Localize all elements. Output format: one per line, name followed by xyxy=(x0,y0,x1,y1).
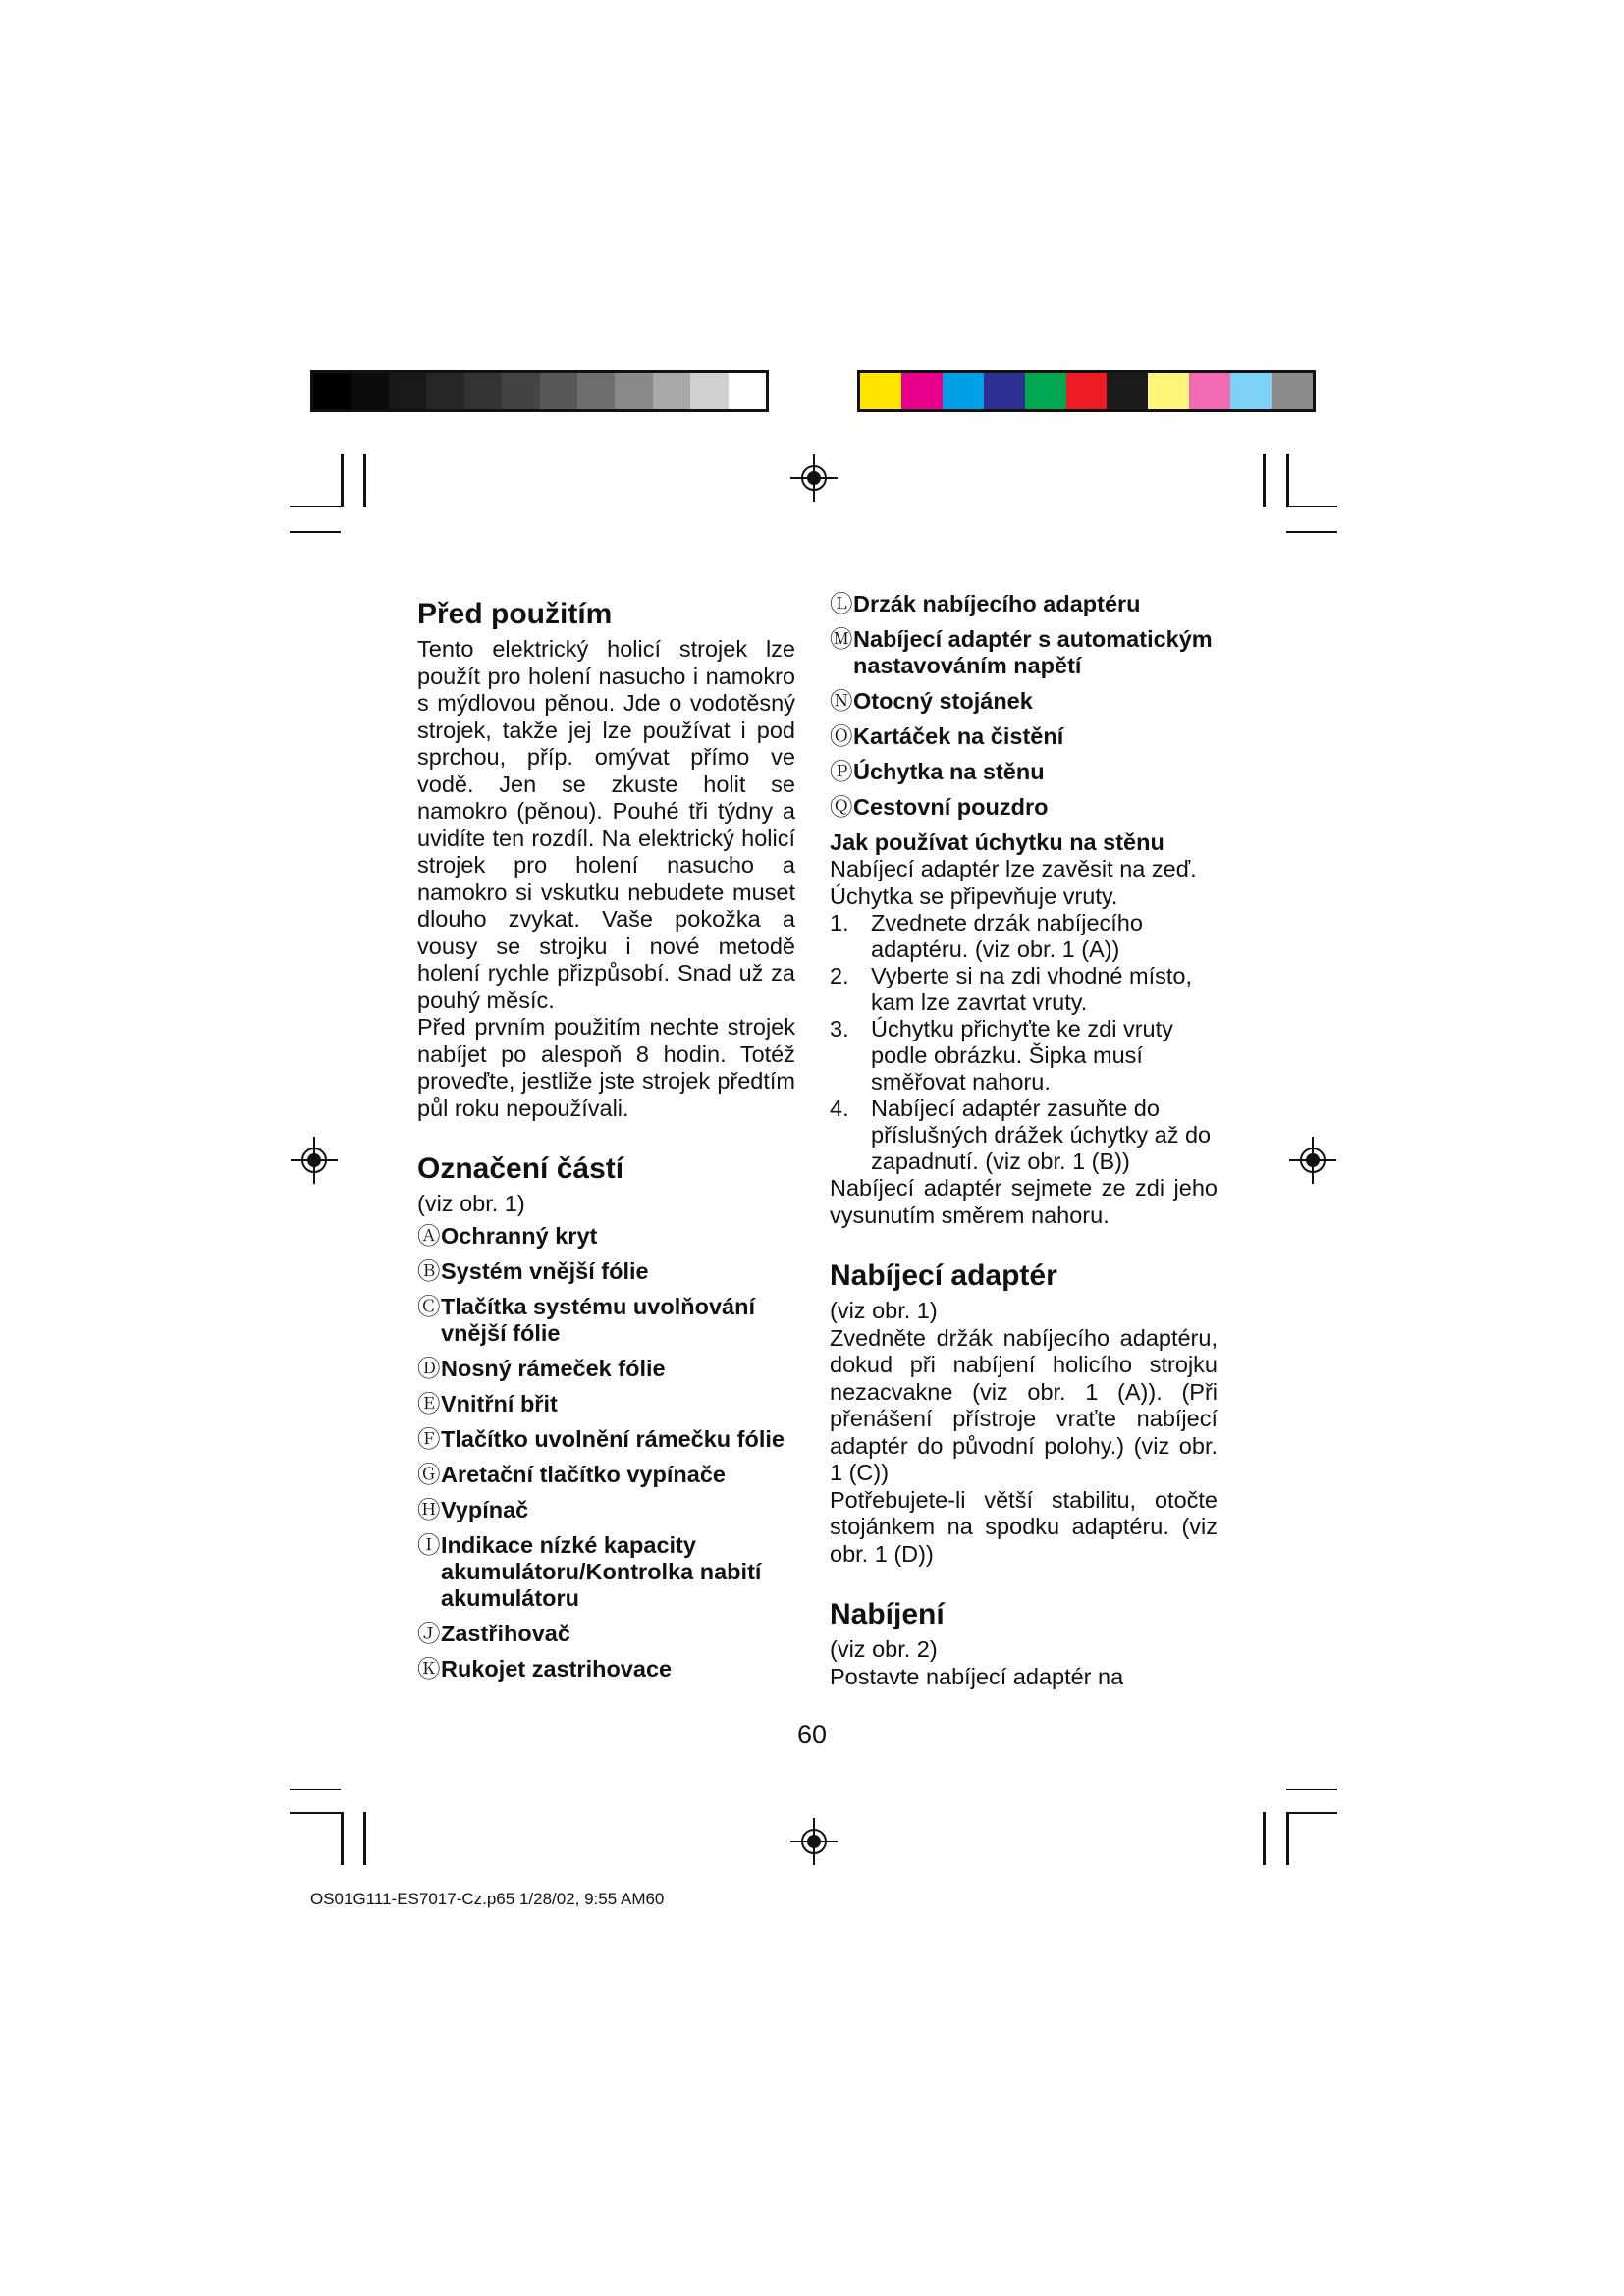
color-swatch xyxy=(1148,373,1189,409)
color-swatch xyxy=(943,373,984,409)
item-label: Vypínač xyxy=(441,1496,529,1522)
item-label: Úchytka na stěnu xyxy=(853,759,1045,784)
color-swatch xyxy=(313,373,351,409)
color-swatch xyxy=(1066,373,1108,409)
item-label: Tlačítka systému uvolňování vnější fólie xyxy=(441,1293,755,1346)
right-column xyxy=(830,591,1218,1690)
registration-mark-icon xyxy=(291,1137,338,1184)
item-label: Indikace nízké kapacity akumulátoru/Kontrolka nabití akumulátoru xyxy=(441,1531,762,1611)
item-marker: Ⓒ xyxy=(417,1293,441,1319)
item-label: Ochranný kryt xyxy=(441,1222,598,1249)
step-number: 2. xyxy=(830,963,849,988)
crop-mark xyxy=(290,506,341,507)
list-item xyxy=(830,794,1218,821)
color-swatch xyxy=(1272,373,1313,409)
color-swatch xyxy=(729,373,766,409)
list-item xyxy=(830,591,1218,617)
crop-mark xyxy=(1286,1789,1337,1790)
list-item xyxy=(830,759,1218,785)
list-item xyxy=(417,1462,795,1488)
item-marker: Ⓘ xyxy=(417,1531,441,1558)
step-text: Úchytku přichyťte ke zdi vruty podle obrázku. Šipka musí směřovat nahoru. xyxy=(871,1016,1173,1095)
section-title: Nabíjecí adaptér xyxy=(830,1259,1057,1292)
item-label: Tlačítko uvolnění rámečku fólie xyxy=(441,1425,785,1452)
list-item xyxy=(417,1656,795,1682)
item-label: Cestovní pouzdro xyxy=(853,794,1049,820)
subsection-title: Jak používat úchytku na stěnu xyxy=(830,829,1164,855)
color-swatch xyxy=(615,373,652,409)
figure-reference: (viz obr. 1) xyxy=(830,1298,938,1323)
step-text: Vyberte si na zdi vhodné místo, kam lze zavrtat vruty. xyxy=(871,963,1192,1015)
color-swatch xyxy=(1025,373,1066,409)
crop-mark xyxy=(1263,1812,1266,1865)
crop-mark xyxy=(363,1812,366,1865)
item-marker: Ⓓ xyxy=(417,1355,441,1381)
crop-mark xyxy=(1286,531,1337,533)
paragraph: Nabíjecí adaptér sejmete ze zdi jeho vysunutím směrem nahoru. xyxy=(830,1175,1218,1228)
paragraph: Zvedněte držák nabíjecího adaptéru, dokud při nabíjení holicího strojku nezacvakne (viz obr. 1 (A)). (Při přenášení přístroje vraťte nabíjecí adaptér do původní polohy.) (viz obr. 1 (C)) xyxy=(830,1324,1218,1485)
list-item xyxy=(417,1426,795,1453)
crop-mark xyxy=(1286,1812,1337,1814)
color-swatch xyxy=(464,373,502,409)
color-swatch xyxy=(653,373,690,409)
paragraph: Tento elektrický holicí strojek lze použít pro holení nasucho i namokro s mýdlovou pěnou. Jde o vodotěsný strojek, takže jej lze používat i pod sprchou, příp. omývat přímo ve vodě. Jen se zkuste holit se namokro (pěnou). Pouhé tři týdny a uvidíte ten rozdíl. Na elektrický holicí strojek pro holení nasucho a namokro si vskutku nebudete muset dlouho zvykat. Vaše pokožka a vousy se strojku i nové metodě holení rychle přizpůsobí. Snad už za pouhý měsíc. xyxy=(417,636,795,1013)
crop-mark xyxy=(290,531,341,533)
color-swatch xyxy=(1189,373,1230,409)
item-marker: Ⓗ xyxy=(417,1496,441,1522)
item-marker: Ⓜ xyxy=(830,626,853,652)
color-swatch xyxy=(389,373,426,409)
list-item xyxy=(417,1497,795,1523)
item-marker: Ⓞ xyxy=(830,723,853,749)
item-marker: Ⓙ xyxy=(417,1620,441,1646)
list-item xyxy=(417,1532,795,1612)
item-label: Drzák nabíjecího adaptéru xyxy=(853,591,1141,616)
item-label: Aretační tlačítko vypínače xyxy=(441,1461,726,1487)
item-label: Nosný rámeček fólie xyxy=(441,1355,666,1381)
item-marker: Ⓑ xyxy=(417,1257,441,1284)
item-label: Nabíjecí adaptér s automatickým nastavováním napětí xyxy=(853,626,1213,678)
color-calibration-bar xyxy=(857,370,1316,412)
figure-reference: (viz obr. 1) xyxy=(417,1191,525,1216)
list-item xyxy=(830,688,1218,715)
step-list xyxy=(830,910,1218,1175)
crop-mark xyxy=(290,1812,341,1814)
parts-list xyxy=(417,1223,795,1682)
step-item xyxy=(830,1095,1218,1175)
registration-mark-icon xyxy=(790,1818,838,1865)
registration-mark-icon xyxy=(1289,1137,1336,1184)
color-swatch xyxy=(1230,373,1272,409)
list-item xyxy=(417,1294,795,1347)
item-label: Otocný stojánek xyxy=(853,688,1033,714)
grayscale-calibration-bar xyxy=(310,370,769,412)
list-item xyxy=(830,723,1218,750)
step-number: 1. xyxy=(830,910,849,935)
list-item xyxy=(417,1258,795,1285)
step-text: Nabíjecí adaptér zasuňte do příslušných drážek úchytky až do zapadnutí. (viz obr. 1 (B)) xyxy=(871,1095,1212,1174)
color-swatch xyxy=(984,373,1025,409)
paragraph: Nabíjecí adaptér lze zavěsit na zeď. Úchytka se připevňuje vruty. xyxy=(830,856,1197,909)
section-title: Označení částí xyxy=(417,1152,624,1185)
list-item xyxy=(417,1391,795,1417)
paragraph: Postavte nabíjecí adaptér na xyxy=(830,1663,1124,1689)
item-marker: Ⓕ xyxy=(417,1425,441,1452)
item-label: Kartáček na čistění xyxy=(853,723,1064,749)
item-marker: Ⓐ xyxy=(417,1222,441,1249)
color-swatch xyxy=(426,373,463,409)
step-number: 4. xyxy=(830,1095,849,1121)
color-swatch xyxy=(1107,373,1148,409)
crop-mark xyxy=(363,454,366,507)
item-marker: Ⓖ xyxy=(417,1461,441,1487)
crop-mark xyxy=(1263,454,1266,507)
item-label: Vnitřní břit xyxy=(441,1390,558,1416)
color-swatch xyxy=(540,373,577,409)
crop-mark xyxy=(1286,506,1337,507)
list-item xyxy=(417,1621,795,1647)
registration-mark-icon xyxy=(790,454,838,502)
item-label: Systém vnější fólie xyxy=(441,1257,649,1284)
list-item xyxy=(417,1356,795,1382)
crop-mark xyxy=(341,454,344,507)
color-swatch xyxy=(502,373,539,409)
step-number: 3. xyxy=(830,1016,849,1041)
crop-mark xyxy=(1286,1812,1289,1865)
color-swatch xyxy=(860,373,901,409)
step-text: Zvednete drzák nabíjecího adaptéru. (viz obr. 1 (A)) xyxy=(871,910,1143,962)
item-marker: Ⓠ xyxy=(830,794,853,820)
list-item xyxy=(830,626,1218,679)
color-swatch xyxy=(690,373,728,409)
crop-mark xyxy=(1286,454,1289,507)
paragraph: Potřebujete-li větší stabilitu, otočte stojánkem na spodku adaptéru. (viz obr. 1 (D)) xyxy=(830,1486,1218,1567)
color-swatch xyxy=(351,373,388,409)
section-title: Nabíjení xyxy=(830,1598,945,1630)
step-item xyxy=(830,963,1218,1016)
list-item xyxy=(417,1223,795,1250)
item-label: Zastřihovač xyxy=(441,1620,570,1646)
page-number: 60 xyxy=(796,1720,828,1749)
color-swatch xyxy=(577,373,615,409)
step-item xyxy=(830,1016,1218,1095)
figure-reference: (viz obr. 2) xyxy=(830,1636,938,1662)
print-footer: OS01G111-ES7017-Cz.p65 1/28/02, 9:55 AM60 xyxy=(310,1890,665,1908)
paragraph: Před prvním použitím nechte strojek nabíjet po alespoň 8 hodin. Totéž proveďte, jestliže jste strojek předtím půl roku nepoužívali. xyxy=(417,1014,795,1121)
color-swatch xyxy=(901,373,943,409)
item-marker: Ⓛ xyxy=(830,591,853,616)
item-marker: Ⓟ xyxy=(830,759,853,784)
parts-list xyxy=(830,591,1218,821)
item-marker: Ⓔ xyxy=(417,1390,441,1416)
left-column xyxy=(417,597,795,1691)
item-label: Rukojet zastrihovace xyxy=(441,1655,673,1682)
crop-mark xyxy=(341,1812,344,1865)
item-marker: Ⓝ xyxy=(830,688,853,714)
item-marker: Ⓚ xyxy=(417,1655,441,1682)
section-title: Před použitím xyxy=(417,598,613,630)
crop-mark xyxy=(290,1789,341,1790)
step-item xyxy=(830,910,1218,963)
